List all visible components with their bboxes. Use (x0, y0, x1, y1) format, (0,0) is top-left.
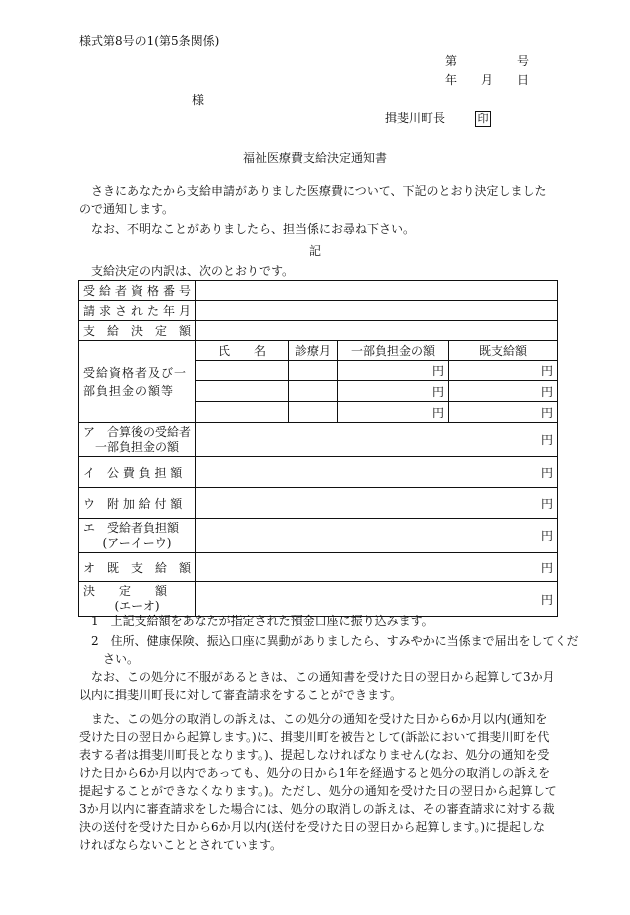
lawsuit-paragraph: また、この処分の取消しの訴えは、この処分の通知を受けた日から6か月以内(通知を受けた日の翌日から起算します。)に、揖斐川町を被告として(訴訟において揖斐川町を代表する者は揖斐川町長となります。)、提起しなければなりません(なお、処分の通知を受けた日から6か月以内であっても、処分の日から1年を経過すると処分の取消しの訴えを提起することができなくなります。)。ただし、処分の通知を受けた日の翌日から起算して3か月以内に審査請求をした場合には、処分の取消しの訴えは、その審査請求に対する裁決の送付を受けた日から6か月以内(送付を受けた日の翌日から起算します。)に提起しなければならないこととされています。 (79, 712, 557, 852)
beneficiary-burden-yen: 円 (196, 519, 558, 553)
billed-month-value (196, 301, 558, 321)
qualification-number-label: 受給者資格番号 (79, 281, 196, 301)
beneficiary-label: 受給資格者及び一部負担金の額等 (79, 341, 196, 423)
decided-amount-label: 支給決定額 (79, 321, 196, 341)
clinic-month-cell (289, 381, 338, 402)
seal-mark: 印 (475, 111, 491, 127)
table-row (79, 321, 558, 341)
col-header-already-paid: 既支給額 (449, 341, 558, 361)
date-line: 年 月 日 (445, 73, 530, 87)
additional-benefit-label: ウ 附 加 給 付 額 (79, 488, 196, 519)
decided-amount-value (196, 321, 558, 341)
beneficiary-name-cell (196, 402, 289, 423)
document-title: 福祉医療費支給決定通知書 (242, 151, 387, 165)
clinic-month-cell (289, 361, 338, 381)
table-row (79, 457, 558, 488)
breakdown-caption: 支給決定の内訳は、次のとおりです。 (91, 264, 295, 278)
note-change-report: 2 住所、健康保険、振込口座に異動がありましたら、すみやかに当係まで届出をしてください。 (91, 634, 579, 666)
beneficiary-burden-label: エ 受給者負担額 (アーイーウ) (79, 519, 196, 553)
final-amount-label: 決 定 額 (エーオ) (79, 582, 196, 617)
already-paid-total-yen: 円 (196, 553, 558, 582)
note-transfer: 1 上記支給額をあなたが指定された預金口座に振り込みます。 (91, 614, 434, 628)
col-header-name: 氏 名 (196, 341, 289, 361)
already-paid-yen: 円 (449, 381, 558, 402)
already-paid-yen: 円 (449, 402, 558, 423)
public-burden-label: イ 公 費 負 担 額 (79, 457, 196, 488)
table-row (79, 281, 558, 301)
inquiry-paragraph: なお、不明なことがありましたら、担当係にお尋ね下さい。 (91, 222, 416, 236)
issuer-line (385, 110, 491, 127)
final-amount-yen: 円 (196, 582, 558, 617)
form-number-label: 様式第8号の1(第5条関係) (79, 34, 220, 48)
beneficiary-name-cell (196, 361, 289, 381)
appeal-paragraph: なお、この処分に不服があるときは、この通知書を受けた日の翌日から起算して3か月以内に揖斐川町長に対して審査請求をすることができます。 (79, 670, 555, 702)
col-header-copay: 一部負担金の額 (338, 341, 449, 361)
intro-paragraph: さきにあなたから支給申請がありました医療費について、下記のとおり決定しましたので通知します。 (79, 184, 547, 216)
table-row (79, 341, 558, 361)
combined-copay-yen: 円 (196, 423, 558, 457)
billed-month-label: 請求された年月 (79, 301, 196, 321)
recipient-honorific: 様 (192, 93, 205, 107)
issuer-name: 揖斐川町長 (385, 111, 446, 125)
beneficiary-name-cell (196, 381, 289, 402)
decision-table (78, 280, 558, 617)
already-paid-total-label: オ 既 支 給 額 (79, 553, 196, 582)
table-row (79, 301, 558, 321)
table-row (79, 519, 558, 553)
combined-copay-label: ア 合算後の受給者 一部負担金の額 (79, 423, 196, 457)
public-burden-yen: 円 (196, 457, 558, 488)
clinic-month-cell (289, 402, 338, 423)
document-number-line: 第 号 (445, 54, 530, 68)
qualification-number-value (196, 281, 558, 301)
table-row (79, 423, 558, 457)
copay-yen: 円 (338, 381, 449, 402)
col-header-clinic-month: 診療月 (289, 341, 338, 361)
table-row (79, 553, 558, 582)
ki-heading: 記 (308, 244, 321, 258)
copay-yen: 円 (338, 361, 449, 381)
table-row (79, 488, 558, 519)
additional-benefit-yen: 円 (196, 488, 558, 519)
already-paid-yen: 円 (449, 361, 558, 381)
copay-yen: 円 (338, 402, 449, 423)
